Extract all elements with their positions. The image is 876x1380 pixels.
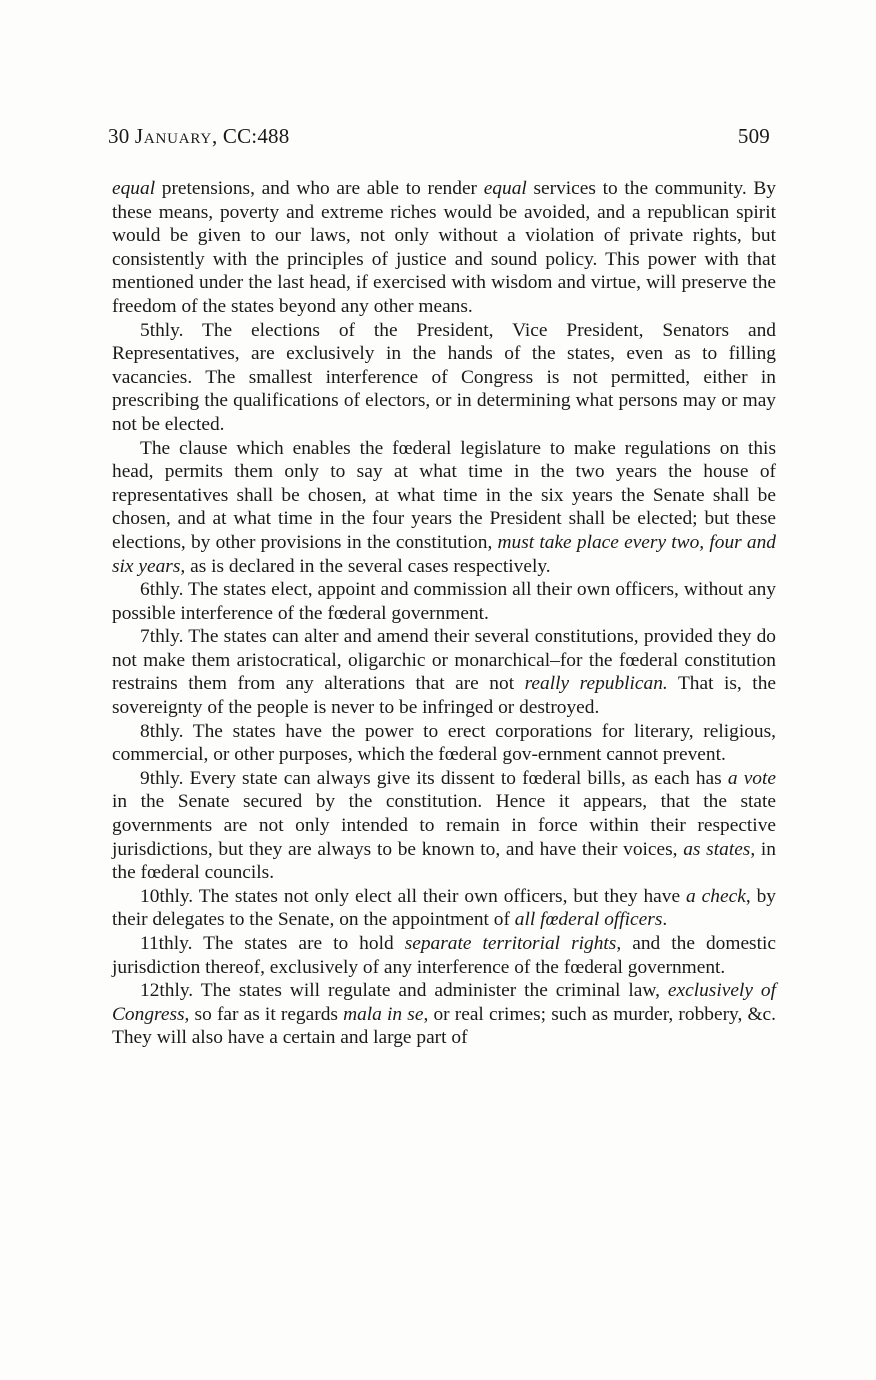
paragraph-5thly <box>112 319 776 437</box>
italic-text: a check <box>686 885 746 907</box>
italic-text: equal <box>112 178 156 199</box>
paragraph-10thly <box>112 885 776 932</box>
paragraph-9thly <box>112 767 776 885</box>
paragraph-clause <box>112 437 776 579</box>
italic-text: as states <box>683 838 751 860</box>
italic-text: must take place every two, four and six years, <box>112 531 776 577</box>
text-run: . <box>662 909 668 931</box>
text-run: 5thly. The elections of the President, Vice President, Senators and Representatives, are exclusively in the hands of the states, even as to filling vacancies. The smallest interference of Congress is not permitted, either in prescribing the qualifications of electors, or in determining what persons may or may not be elected. <box>112 319 776 435</box>
text-run: , in the fœderal councils. <box>112 838 776 884</box>
paragraph-6thly <box>112 578 776 625</box>
italic-text: mala in se <box>343 1003 424 1025</box>
text-run: That is, the sovereignty of the people is never to be infringed or destroyed. <box>112 673 776 719</box>
italic-text: a vote <box>727 767 776 789</box>
italic-text: exclusively of Congress <box>112 980 776 1025</box>
paragraph-7thly <box>112 625 776 719</box>
italic-text: separate territorial rights <box>404 933 617 954</box>
text-run: pretensions, and who are able to render <box>155 178 484 199</box>
italic-text: really republican. <box>524 673 668 695</box>
header-month: January <box>134 124 212 148</box>
text-run: 6thly. The states elect, appoint and commission all their own officers, without any possible interference of the fœderal government. <box>112 579 776 624</box>
document-body <box>112 177 776 1050</box>
running-head <box>108 124 770 149</box>
text-run: services to the community. By these means, poverty and extreme riches would be avoided, and a republican spirit would be given to our laws, not only without a violation of private rights, but consistently with the principles of justice and sound policy. This power with that mentioned under the last head, if exercised with wisdom and virtue, will preserve the freedom of the states beyond any other means. <box>112 178 776 317</box>
paragraph-12thly <box>112 979 776 1050</box>
text-run: 10thly. The states not only elect all their own officers, but they have <box>140 885 687 907</box>
text-run: 12thly. The states will regulate and administer the criminal law, <box>140 980 668 1002</box>
paragraph-continuation <box>112 177 776 319</box>
header-doc-ref: , CC:488 <box>211 124 290 148</box>
italic-text: equal <box>483 178 527 199</box>
text-run: 7thly. The states can alter and amend their several constitutions, provided they do not make them aristocratical, oligarchic or monarchical–for the fœderal constitution restrains them from any alterations that are not <box>112 626 776 695</box>
text-run: , or real crimes; such as murder, robbery, &c. They will also have a certain and large part of <box>112 1003 777 1049</box>
paragraph-11thly <box>112 932 776 979</box>
text-run: , and the domestic jurisdiction thereof, exclusively of any interference of the fœderal government. <box>112 933 776 978</box>
text-run: , so far as it regards <box>184 1003 344 1025</box>
text-run: , by their delegates to the Senate, on the appointment of <box>112 885 777 931</box>
text-run: 9thly. Every state can always give its dissent to fœderal bills, as each has <box>140 767 728 789</box>
header-day: 30 <box>108 124 135 148</box>
text-run: as is declared in the several cases respectively. <box>185 555 551 577</box>
header-date-ref <box>108 124 289 149</box>
italic-text: all fœderal officers <box>514 909 663 931</box>
text-run: The clause which enables the fœderal legislature to make regulations on this head, permits them only to say at what time in the two years the house of representatives shall be chosen, at what time in the six years the Senate shall be chosen, and at what time in the four years the President shall be elected; but these elections, by other provisions in the constitution, <box>112 437 776 553</box>
page-number: 509 <box>737 124 770 148</box>
text-run: in the Senate secured by the constitution. Hence it appears, that the state governments are not only intended to remain in force within their respective jurisdictions, but they are always to be known to, and have their voices, <box>112 791 776 860</box>
text-run: 11thly. The states are to hold <box>140 933 405 954</box>
text-run: 8thly. The states have the power to erect corporations for literary, religious, commercial, or other purposes, which the fœderal gov-ernment cannot prevent. <box>112 720 776 766</box>
paragraph-8thly <box>112 720 776 767</box>
